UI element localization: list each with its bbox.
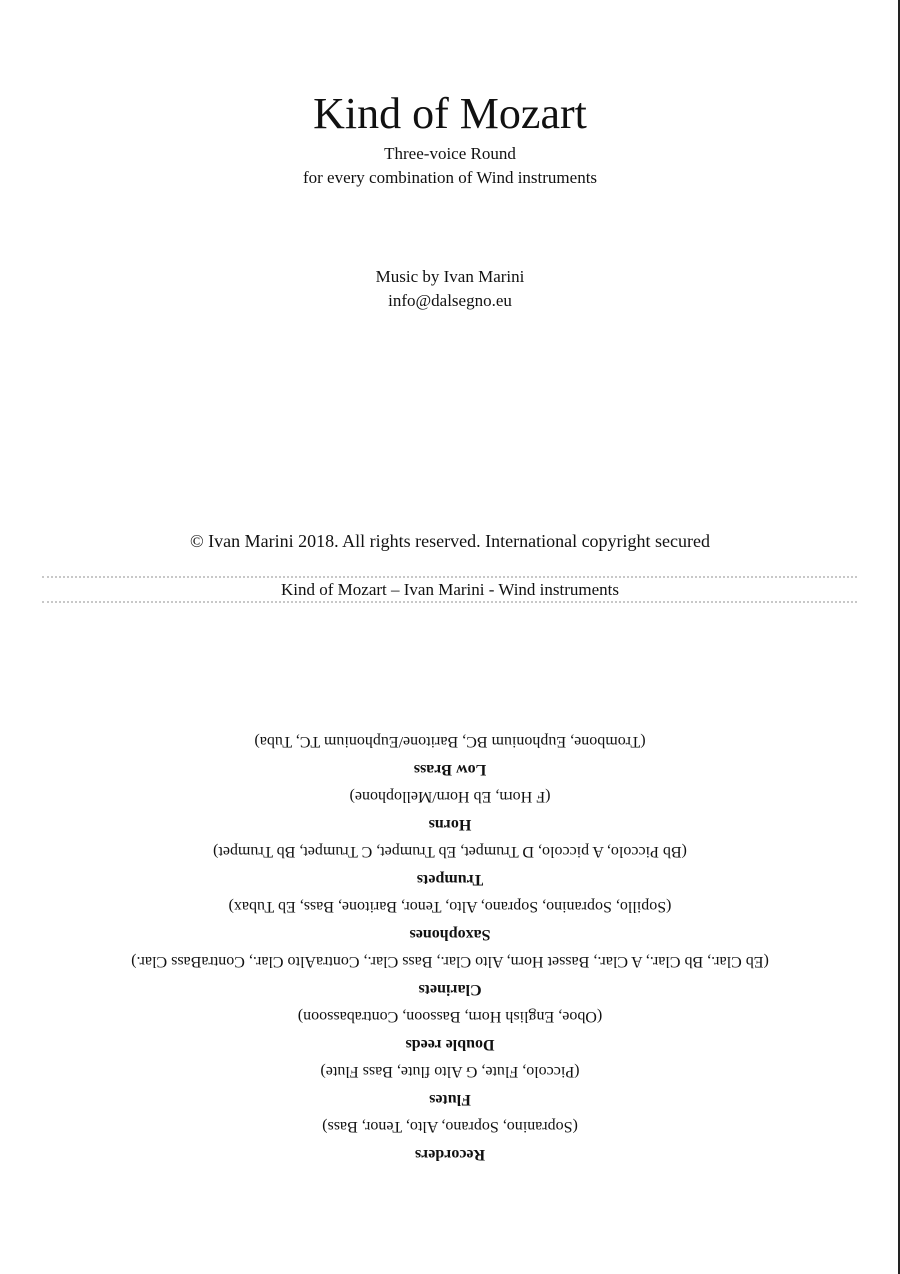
instrument-group <box>0 1058 900 1113</box>
header-rule-bottom <box>42 601 857 603</box>
instrument-group <box>0 1003 900 1058</box>
credits <box>0 265 900 313</box>
group-name: Double reeds <box>405 1036 495 1053</box>
instrument-group <box>0 783 900 838</box>
subtitle-line: for every combination of Wind instruments <box>302 168 598 187</box>
instrument-group <box>0 893 900 948</box>
group-name: Flutes <box>429 1091 471 1108</box>
contact-email: info@dalsegno.eu <box>388 291 512 310</box>
copyright-notice: © Ivan Marini 2018. All rights reserved. International copyright secured <box>189 531 711 551</box>
instrument-group <box>0 838 900 893</box>
group-instruments: (Piccolo, Flute, G Alto flute, Bass Flute) <box>320 1063 580 1081</box>
running-header: Kind of Mozart – Ivan Marini - Wind instruments <box>281 580 619 599</box>
group-name: Trumpets <box>416 871 484 888</box>
group-instruments: (Bb Piccolo, A piccolo, D Trumpet, Eb Trumpet, C Trumpet, Bb Trumpet) <box>213 843 687 861</box>
subtitle-line: Three-voice Round <box>384 144 516 163</box>
group-instruments: (Oboe, English Horn, Bassoon, Contrabassoon) <box>297 1008 603 1026</box>
instrument-group <box>0 948 900 1003</box>
group-instruments: (F Horn, Eb Horn/Mellophone) <box>349 788 551 806</box>
instrument-list-upside-down <box>0 728 900 1168</box>
group-instruments: (Sopillo, Sopranino, Soprano, Alto, Tenor, Baritone, Bass, Eb Tubax) <box>228 898 672 916</box>
group-name: Saxophones <box>409 926 491 943</box>
group-instruments: (Eb Clar., Bb Clar., A Clar., Basset Horn, Alto Clar., Bass Clar., ContraAlto Clar., ContraBass Clar.) <box>131 953 769 971</box>
group-name: Clarinets <box>418 981 482 998</box>
group-instruments: (Trombone, Euphonium BC, Baritone/Euphonium TC, Tuba) <box>254 733 646 751</box>
instrument-group <box>0 728 900 783</box>
page-title: Kind of Mozart <box>313 89 587 138</box>
composer-credit: Music by Ivan Marini <box>375 267 525 286</box>
group-instruments: (Sopranino, Soprano, Alto, Tenor, Bass) <box>322 1118 578 1136</box>
group-name: Recorders <box>414 1146 486 1163</box>
instrument-group <box>0 1113 900 1168</box>
subtitle <box>0 142 900 190</box>
group-name: Horns <box>428 816 472 833</box>
group-name: Low Brass <box>413 761 487 778</box>
